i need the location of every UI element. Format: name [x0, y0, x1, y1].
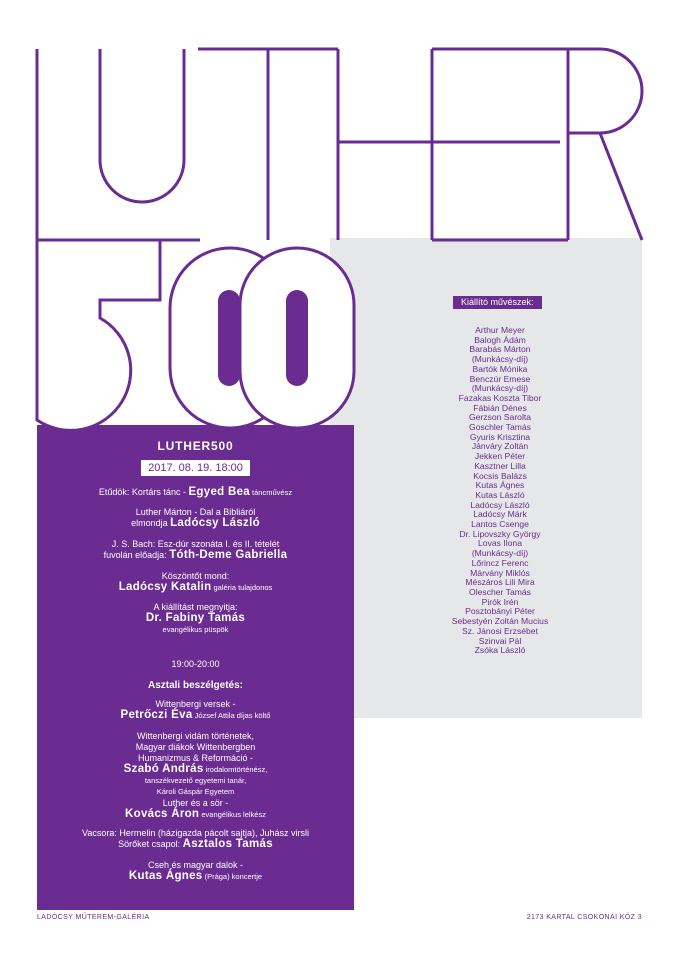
artist-item: Olescher Tamás [469, 586, 531, 597]
footer-address: 2173 KARTAL CSOKONAI KÖZ 3 [526, 914, 642, 921]
artist-item: Fábián Dénes [473, 402, 527, 413]
artist-item: Dr. Lipovszky György [459, 528, 541, 539]
letter-l [37, 49, 200, 240]
program-time: 19:00-20:00 [171, 659, 220, 669]
letter-e [432, 49, 568, 240]
block-bach: J. S. Bach: Esz-dúr szonáta I. és II. tételét fuvolán előadja: Tóth-Deme Gabriella [103, 539, 288, 561]
talk-verses: Wittenbergi versek - Petrőczi Éva József Attila díjas költő [120, 699, 271, 721]
digit-5 [37, 240, 160, 430]
artist-item: Szinvai Pál [478, 635, 522, 646]
artist-item: Sz. Jánosi Erzsébet [462, 625, 538, 636]
artist-item: Ladócsy László [470, 499, 530, 510]
talk-beer: Luther és a sör - Kovács Áron evangélikus lelkész [125, 798, 266, 820]
program-title: LUTHER500 [157, 439, 234, 453]
artist-item: Lantos Csenge [471, 519, 529, 530]
headline-number [37, 240, 354, 430]
artist-item: Jánváry Zoltán [471, 441, 529, 452]
talk-dinner: Vacsora: Hermelin (házigazda pácolt sajtja), Juhász virsli Sörőket csapol: Asztalos Tamás [82, 828, 309, 850]
artists-list [400, 326, 600, 656]
program-date: 2017. 08. 19. 18:00 [141, 460, 250, 476]
artist-item: Ladócsy Márk [473, 509, 527, 520]
artist-item: Kutas Ágnes [475, 480, 525, 491]
artist-item: Márvány Miklós [470, 567, 530, 578]
talk-songs: Cseh és magyar dalok - Kutas Ágnes (Prága) koncertje [128, 860, 263, 882]
artist-item: Kasztner Lilla [474, 460, 526, 471]
artist-item: Gyuris Krisztina [469, 431, 531, 442]
artist-item: Lőrincz Ferenc [471, 557, 529, 568]
artist-item: Lovas Ilona [478, 538, 522, 549]
artist-item: Jekken Péter [474, 451, 526, 462]
artist-item: Zsóka László [474, 645, 526, 656]
letter-h [338, 49, 432, 240]
artist-item: Balogh Ádám [474, 334, 526, 345]
talk-title: Asztali beszélgetés: [147, 680, 244, 691]
block-poem: Luther Márton - Dal a Bibliáról elmondja Ladócsy László [131, 507, 260, 529]
artist-item: Kutas László [475, 489, 525, 500]
artist-item: Gerzson Sarolta [468, 412, 532, 423]
block-greeting: Köszöntőt mond: Ladócsy Katalin galéria tulajdonos [118, 571, 273, 593]
block-opening: A kiállítást megnyitja: Dr. Fabiny Tamás evangélikus püspök [145, 602, 246, 634]
talk-stories: Wittenbergi vidám történetek, Magyar diákok Wittenbergben Humanizmus & Reformáció - Szabó András irodalomtörténész, tanszékvezető egyetemi tanár, Károli Gáspár Egyetem [123, 731, 268, 796]
artist-item: Barabás Márton [469, 344, 531, 355]
artist-item: Sebestyén Zoltán Mucius [451, 616, 549, 627]
artist-item: Arthur Meyer [475, 325, 525, 335]
artist-item: Kocsis Balázs [473, 470, 527, 481]
artist-item: Benczúr Emese [469, 373, 531, 384]
letter-r [568, 49, 642, 240]
block-dance: Etűdök: Kortárs tánc - Egyed Bea táncművész [98, 486, 293, 498]
headline-word [37, 49, 642, 240]
artist-item: Pirók Irén [481, 596, 519, 607]
letter-u [100, 49, 184, 202]
artist-item: Bartók Mónika [472, 363, 528, 374]
artist-item: Mészáros Lili Mira [465, 577, 535, 588]
letter-t [198, 49, 338, 240]
artist-item: (Munkácsy-díj) [471, 383, 529, 394]
artist-item: Fazakas Koszta Tibor [458, 392, 542, 403]
footer-gallery: LADÓCSY MŰTEREM-GALÉRIA [37, 914, 150, 921]
program-date-row [37, 460, 354, 476]
artist-item: (Munkácsy-díj) [471, 354, 529, 365]
artist-item: (Munkácsy-díj) [471, 548, 529, 559]
artists-label: Kiállító művészek: [453, 296, 542, 309]
artist-item: Posztobányi Péter [465, 606, 535, 617]
artist-item: Goschler Tamás [469, 422, 531, 433]
